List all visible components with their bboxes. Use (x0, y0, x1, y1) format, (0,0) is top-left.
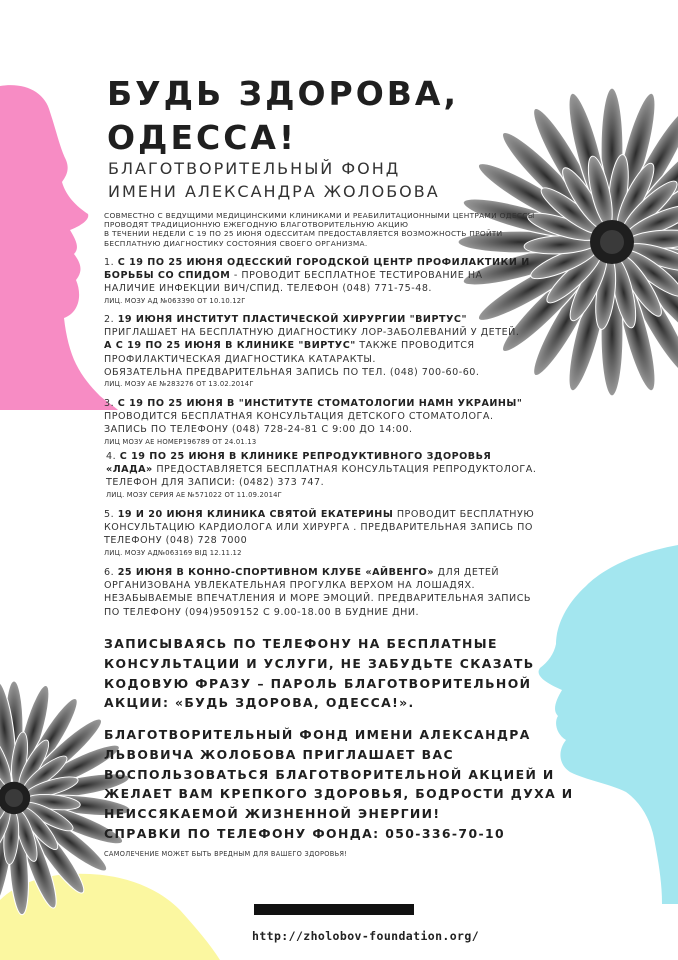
item-text: ПРЕДОСТАВЛЯЕТСЯ БЕСПЛАТНАЯ КОНСУЛЬТАЦИЯ РЕПРОДУКТОЛОГА. (152, 464, 537, 476)
item-text: НАЛИЧИЕ ИНФЕКЦИИ ВИЧ/СПИД. ТЕЛЕФОН (048) 771-75-48. (104, 283, 432, 295)
item-license: ЛИЦ. МОЗУ АД №063390 ОТ 10.10.12Г (104, 296, 246, 305)
list-item-3 (104, 397, 534, 447)
item-license: ЛИЦ МОЗУ АЕ НОМЕР196789 ОТ 24.01.13 (104, 437, 257, 446)
subtitle-line-2: ИМЕНИ АЛЕКСАНДРА ЖОЛОБОВА (108, 182, 440, 201)
list-item-1 (104, 256, 534, 306)
item-heading: С 19 ПО 25 ИЮНЯ ОДЕССКИЙ ГОРОДСКОЙ ЦЕНТР ПРОФИЛАКТИКИ И (117, 257, 530, 268)
title-line-2: ОДЕССА! (107, 118, 298, 157)
intro-line: СОВМЕСТНО С ВЕДУЩИМИ МЕДИЦИНСКИМИ КЛИНИКАМИ И РЕАБИЛИТАЦИОННЫМИ ЦЕНТРАМИ ОДЕССЫ (104, 211, 535, 220)
item-license: ЛИЦ. МОЗУ АЕ №283276 ОТ 13.02.2014Г (104, 380, 254, 389)
item-number: 2. (104, 314, 115, 325)
cta-line: БЛАГОТВОРИТЕЛЬНЫЙ ФОНД ИМЕНИ АЛЕКСАНДРА (104, 727, 531, 742)
item-number: 1. (104, 257, 115, 268)
code-phrase-block (104, 634, 544, 713)
intro-paragraph (104, 211, 544, 248)
item-text: ОБЯЗАТЕЛЬНА ПРЕДВАРИТЕЛЬНАЯ ЗАПИСЬ ПО ТЕЛ. (048) 700-60-60. (104, 366, 480, 378)
item-number: 5. (104, 509, 115, 520)
page-subtitle (108, 157, 488, 203)
foundation-phone: СПРАВКИ ПО ТЕЛЕФОНУ ФОНДА: 050-336-70-10 (104, 825, 506, 841)
list-item-6 (104, 566, 534, 619)
item-heading: А С 19 ПО 25 ИЮНЯ В КЛИНИКЕ "ВИРТУС" (104, 340, 356, 352)
item-text: ТАКЖЕ ПРОВОДИТСЯ (355, 340, 475, 352)
item-number: 3. (104, 398, 115, 409)
item-text: ОРГАНИЗОВАНА УВЛЕКАТЕЛЬНАЯ ПРОГУЛКА ВЕРХОМ НА ЛОШАДЯХ. (104, 580, 476, 592)
item-text: ТЕЛЕФОН ДЛЯ ЗАПИСИ: (0482) 373 747. (106, 477, 325, 489)
cta-line: ЛЬВОВИЧА ЖОЛОБОВА ПРИГЛАШАЕТ ВАС (104, 746, 454, 762)
list-item-4 (106, 450, 536, 500)
item-license: ЛИЦ. МОЗУ СЕРИЯ АЕ №571022 ОТ 11.09.2014Г (106, 490, 282, 499)
intro-line: ПРОВОДЯТ ТРАДИЦИОННУЮ ЕЖЕГОДНУЮ БЛАГОТВОРИТЕЛЬНУЮ АКЦИЮ (104, 220, 409, 230)
item-number: 4. (106, 451, 117, 462)
item-text: ПРОВОДИТ БЕСПЛАТНУЮ (393, 509, 535, 520)
cta-line: ЖЕЛАЕТ ВАМ КРЕПКОГО ЗДОРОВЬЯ, БОДРОСТИ ДУХА И (104, 786, 574, 802)
item-heading: С 19 ПО 25 ИЮНЯ В КЛИНИКЕ РЕПРОДУКТИВНОГО ЗДОРОВЬЯ (119, 451, 492, 462)
cta-line: КОДОВУЮ ФРАЗУ – ПАРОЛЬ БЛАГОТВОРИТЕЛЬНОЙ (104, 675, 532, 691)
item-text: КОНСУЛЬТАЦИЮ КАРДИОЛОГА ИЛИ ХИРУРГА . ПРЕДВАРИТЕЛЬНАЯ ЗАПИСЬ ПО (104, 522, 533, 534)
divider-bar (254, 904, 414, 915)
list-item-2 (104, 313, 534, 389)
item-heading: 25 ИЮНЯ В КОННО-СПОРТИВНОМ КЛУБЕ «АЙВЕНГО» (117, 567, 434, 578)
item-heading: 19 И 20 ИЮНЯ КЛИНИКА СВЯТОЙ ЕКАТЕРИНЫ (117, 509, 394, 520)
item-text: ПРИГЛАШАЕТ НА БЕСПЛАТНУЮ ДИАГНОСТИКУ ЛОР-ЗАБОЛЕВАНИЙ У ДЕТЕЙ. (104, 327, 520, 339)
item-heading: БОРЬБЫ СО СПИДОМ (104, 270, 231, 282)
disclaimer: САМОЛЕЧЕНИЕ МОЖЕТ БЫТЬ ВРЕДНЫМ ДЛЯ ВАШЕГО ЗДОРОВЬЯ! (104, 850, 348, 858)
cta-line: ЗАПИСЫВАЯСЬ ПО ТЕЛЕФОНУ НА БЕСПЛАТНЫЕ (104, 636, 498, 651)
item-license: ЛИЦ. МОЗУ АД№063169 ВІД 12.11.12 (104, 548, 242, 557)
website-link[interactable]: http://zholobov-foundation.org/ (252, 929, 480, 943)
title-line-1: БУДЬ ЗДОРОВА, (107, 74, 459, 113)
cta-line: ВОСПОЛЬЗОВАТЬСЯ БЛАГОТВОРИТЕЛЬНОЙ АКЦИЕЙ И (104, 766, 555, 782)
item-text: ПРОВОДИТСЯ БЕСПЛАТНАЯ КОНСУЛЬТАЦИЯ ДЕТСКОГО СТОМАТОЛОГА. (104, 411, 494, 423)
cta-line: АКЦИИ: «БУДЬ ЗДОРОВА, ОДЕССА!». (104, 695, 415, 711)
item-text: ПО ТЕЛЕФОНУ (094)9509152 С 9.00-18.00 В БУДНИЕ ДНИ. (104, 606, 420, 618)
item-heading: «ЛАДА» (106, 464, 153, 476)
cta-line: КОНСУЛЬТАЦИИ И УСЛУГИ, НЕ ЗАБУДЬТЕ СКАЗАТЬ (104, 655, 535, 671)
intro-line: В ТЕЧЕНИИ НЕДЕЛИ С 19 ПО 25 ИЮНЯ ОДЕССИТАМ ПРЕДОСТАВЛЯЕТСЯ ВОЗМОЖНОСТЬ ПРОЙТИ (104, 229, 503, 239)
item-text: ПРОФИЛАКТИЧЕСКАЯ ДИАГНОСТИКА КАТАРАКТЫ. (104, 353, 376, 365)
subtitle-line-1: БЛАГОТВОРИТЕЛЬНЫЙ ФОНД (108, 159, 401, 178)
item-text: НЕЗАБЫВАЕМЫЕ ВПЕЧАТЛЕНИЯ И МОРЕ ЭМОЦИЙ. ПРЕДВАРИТЕЛЬНАЯ ЗАПИСЬ (104, 593, 531, 605)
page-title (107, 72, 487, 160)
cta-line: НЕИССЯКАЕМОЙ ЖИЗНЕННОЙ ЭНЕРГИИ! (104, 806, 441, 822)
item-text: ДЛЯ ДЕТЕЙ (433, 567, 500, 578)
item-heading: 19 ИЮНЯ ИНСТИТУТ ПЛАСТИЧЕСКОЙ ХИРУРГИИ "ВИРТУС" (117, 314, 467, 325)
item-heading: С 19 ПО 25 ИЮНЯ В "ИНСТИТУТЕ СТОМАТОЛОГИИ НАМН УКРАИНЫ" (117, 398, 523, 409)
intro-line: БЕСПЛАТНУЮ ДИАГНОСТИКУ СОСТОЯНИЯ СВОЕГО ОРГАНИЗМА. (104, 238, 368, 248)
item-number: 6. (104, 567, 115, 578)
item-text: ЗАПИСЬ ПО ТЕЛЕФОНУ (048) 728-24-81 С 9:00 ДО 14:00. (104, 424, 413, 436)
list-item-5 (104, 508, 534, 558)
item-text: - ПРОВОДИТ БЕСПЛАТНОЕ ТЕСТИРОВАНИЕ НА (230, 270, 483, 282)
item-text: ТЕЛЕФОНУ (048) 728 7000 (104, 535, 248, 547)
invitation-block (104, 725, 574, 844)
